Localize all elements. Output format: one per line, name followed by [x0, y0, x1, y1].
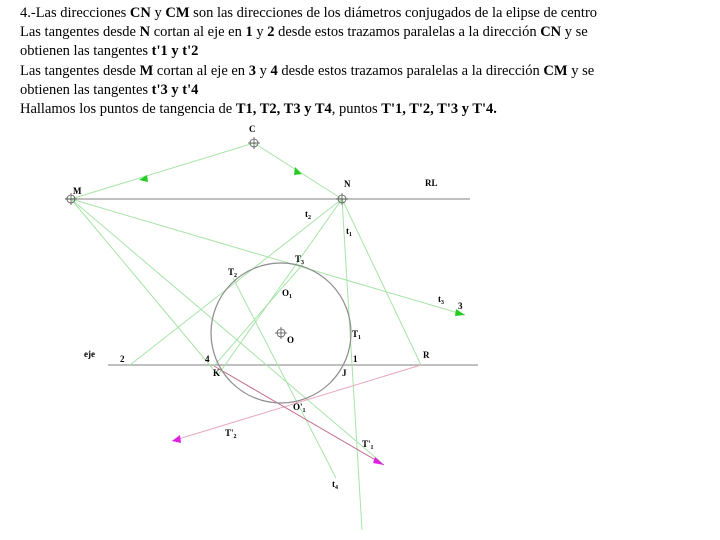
- text-run: 2: [267, 24, 275, 41]
- text-run: M: [139, 62, 154, 79]
- label-T1-prime: $T'_1$: [362, 439, 374, 451]
- line-C-M: [71, 143, 254, 199]
- text-run: t'3 y t'4: [151, 81, 199, 98]
- text-run: 4.-Las direcciones: [20, 5, 130, 21]
- text-run: CN: [129, 5, 151, 21]
- label-t1: $t_1$: [346, 226, 352, 238]
- label-1: 1: [353, 354, 358, 364]
- text-run: desde estos trazamos paralelas a la dirección: [274, 24, 541, 41]
- arrow-T2p: [172, 435, 181, 443]
- arrow-CN: [294, 167, 302, 175]
- label-t2: $t_2$: [305, 209, 311, 221]
- text-run: , puntos: [331, 101, 382, 118]
- line-K-T1p: [214, 366, 384, 465]
- crosshair-O: [275, 327, 287, 339]
- label-O: O: [287, 335, 295, 345]
- text-run: cortan al eje en: [153, 62, 249, 79]
- line-M-diag: [71, 199, 382, 463]
- text-run: Hallamos los puntos de tangencia de: [20, 101, 236, 118]
- label-M: M: [73, 186, 82, 196]
- text-run: 4: [270, 62, 278, 79]
- text-run: CM: [543, 62, 568, 79]
- label-K: K: [213, 368, 221, 378]
- crosshair-N: [336, 193, 348, 205]
- text-run: CM: [165, 5, 190, 21]
- text-run: y: [255, 62, 271, 79]
- text-run: son las direcciones de los diámetros conjugados de la elipse de centro: [189, 5, 598, 21]
- label-RL: RL: [425, 178, 438, 188]
- text-run: CN: [540, 24, 562, 41]
- label-C: C: [249, 124, 256, 134]
- label-2: 2: [120, 354, 125, 364]
- text-run: Las tangentes desde: [20, 62, 140, 79]
- text-run: y: [150, 5, 166, 21]
- text-run: obtienen las tangentes: [20, 43, 152, 60]
- label-O1-prime: $O'_1$: [293, 402, 306, 414]
- label-3: 3: [458, 301, 463, 311]
- line-T3-K: [214, 264, 303, 366]
- label-O1: $O_1$: [282, 288, 293, 300]
- label-T2-prime: $T'_2$: [225, 428, 237, 440]
- line-T2-t4: [233, 278, 336, 478]
- text-run: 1: [245, 24, 253, 41]
- text-run: t'1 y t'2: [151, 43, 199, 60]
- label-t4: $t_4$: [332, 479, 338, 491]
- arrow-T1p: [373, 457, 384, 465]
- label-R: R: [423, 350, 430, 360]
- text-run: y se: [567, 62, 595, 79]
- label-N: N: [344, 179, 351, 189]
- text-run: Las tangentes desde: [20, 24, 140, 41]
- text-run: cortan al eje en: [150, 24, 246, 41]
- label-J: J: [342, 368, 347, 378]
- text-run: N: [139, 24, 151, 41]
- label-T1: $T_1$: [352, 329, 362, 341]
- label-T3: $T_3$: [295, 254, 305, 266]
- label-eje: eje: [84, 349, 95, 359]
- label-T2: $T_2$: [228, 267, 238, 279]
- line-N-t4: [218, 199, 342, 375]
- arrow-CM: [139, 175, 148, 182]
- text-run: obtienen las tangentes: [20, 81, 152, 98]
- text-run: y se: [561, 24, 588, 41]
- text-run: desde estos trazamos paralelas a la dirección: [277, 62, 544, 79]
- text-run: y: [252, 24, 268, 41]
- crosshair-C: [248, 137, 260, 149]
- text-run: T1, T2, T3 y T4: [235, 101, 332, 118]
- text-run: 3: [248, 62, 256, 79]
- label-t3: $t_3$: [438, 294, 444, 306]
- label-4: 4: [205, 354, 210, 364]
- text-run: T'1, T'2, T'3 y T'4.: [381, 101, 497, 118]
- construction-lines: [71, 143, 465, 530]
